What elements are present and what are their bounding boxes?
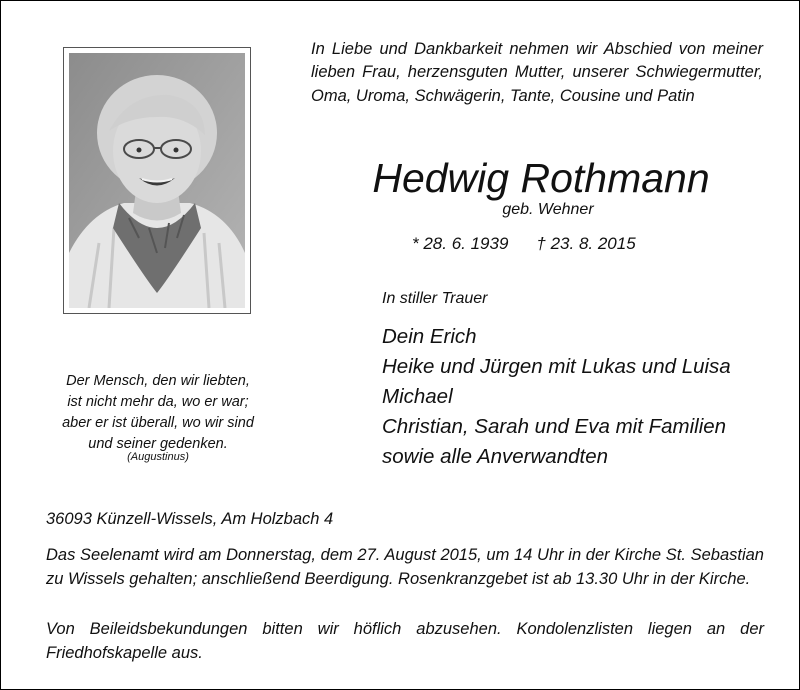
family-list: [382, 322, 731, 472]
quote-line: aber er ist überall, wo wir sind: [62, 415, 254, 431]
service-info: Das Seelenamt wird am Donnerstag, dem 27. August 2015, um 14 Uhr in der Kirche St. Sebastian zu Wissels gehalten; anschließend Beerdigung. Rosenkranzgebet ist ab 13.30 Uhr in der Kirche.: [46, 546, 764, 588]
portrait-frame: [63, 47, 251, 314]
birth-date: * 28. 6. 1939: [412, 234, 509, 253]
family-member: Dein Erich: [382, 325, 477, 348]
portrait-photo: [69, 53, 245, 308]
mourning-label: In stiller Trauer: [382, 290, 488, 307]
memorial-quote: [40, 371, 276, 455]
address: 36093 Künzell-Wissels, Am Holzbach 4: [46, 510, 334, 528]
condolence-info: Von Beileidsbekundungen bitten wir höflich abzusehen. Kondolenzlisten liegen an der Friedhofskapelle aus.: [46, 620, 764, 662]
family-member: sowie alle Anverwandten: [382, 445, 609, 468]
intro-text: In Liebe und Dankbarkeit nehmen wir Abschied von meiner lieben Frau, herzensguten Mutter, unserer Schwiegermutter, Oma, Uroma, Schwägerin, Tante, Cousine und Patin: [311, 40, 763, 105]
deceased-name: Hedwig Rothmann: [372, 155, 710, 201]
quote-line: ist nicht mehr da, wo er war;: [67, 394, 249, 410]
family-member: Christian, Sarah und Eva mit Familien: [382, 415, 727, 438]
death-date: † 23. 8. 2015: [536, 234, 636, 253]
family-member: Heike und Jürgen mit Lukas und Luisa: [382, 355, 731, 378]
portrait-image: [69, 53, 245, 308]
quote-attribution: (Augustinus): [127, 451, 189, 463]
maiden-name: geb. Wehner: [502, 201, 594, 218]
family-member: Michael: [382, 385, 453, 408]
life-dates: [412, 234, 664, 254]
quote-line: Der Mensch, den wir liebten,: [66, 373, 250, 389]
quote-line: und seiner gedenken.: [88, 436, 228, 452]
